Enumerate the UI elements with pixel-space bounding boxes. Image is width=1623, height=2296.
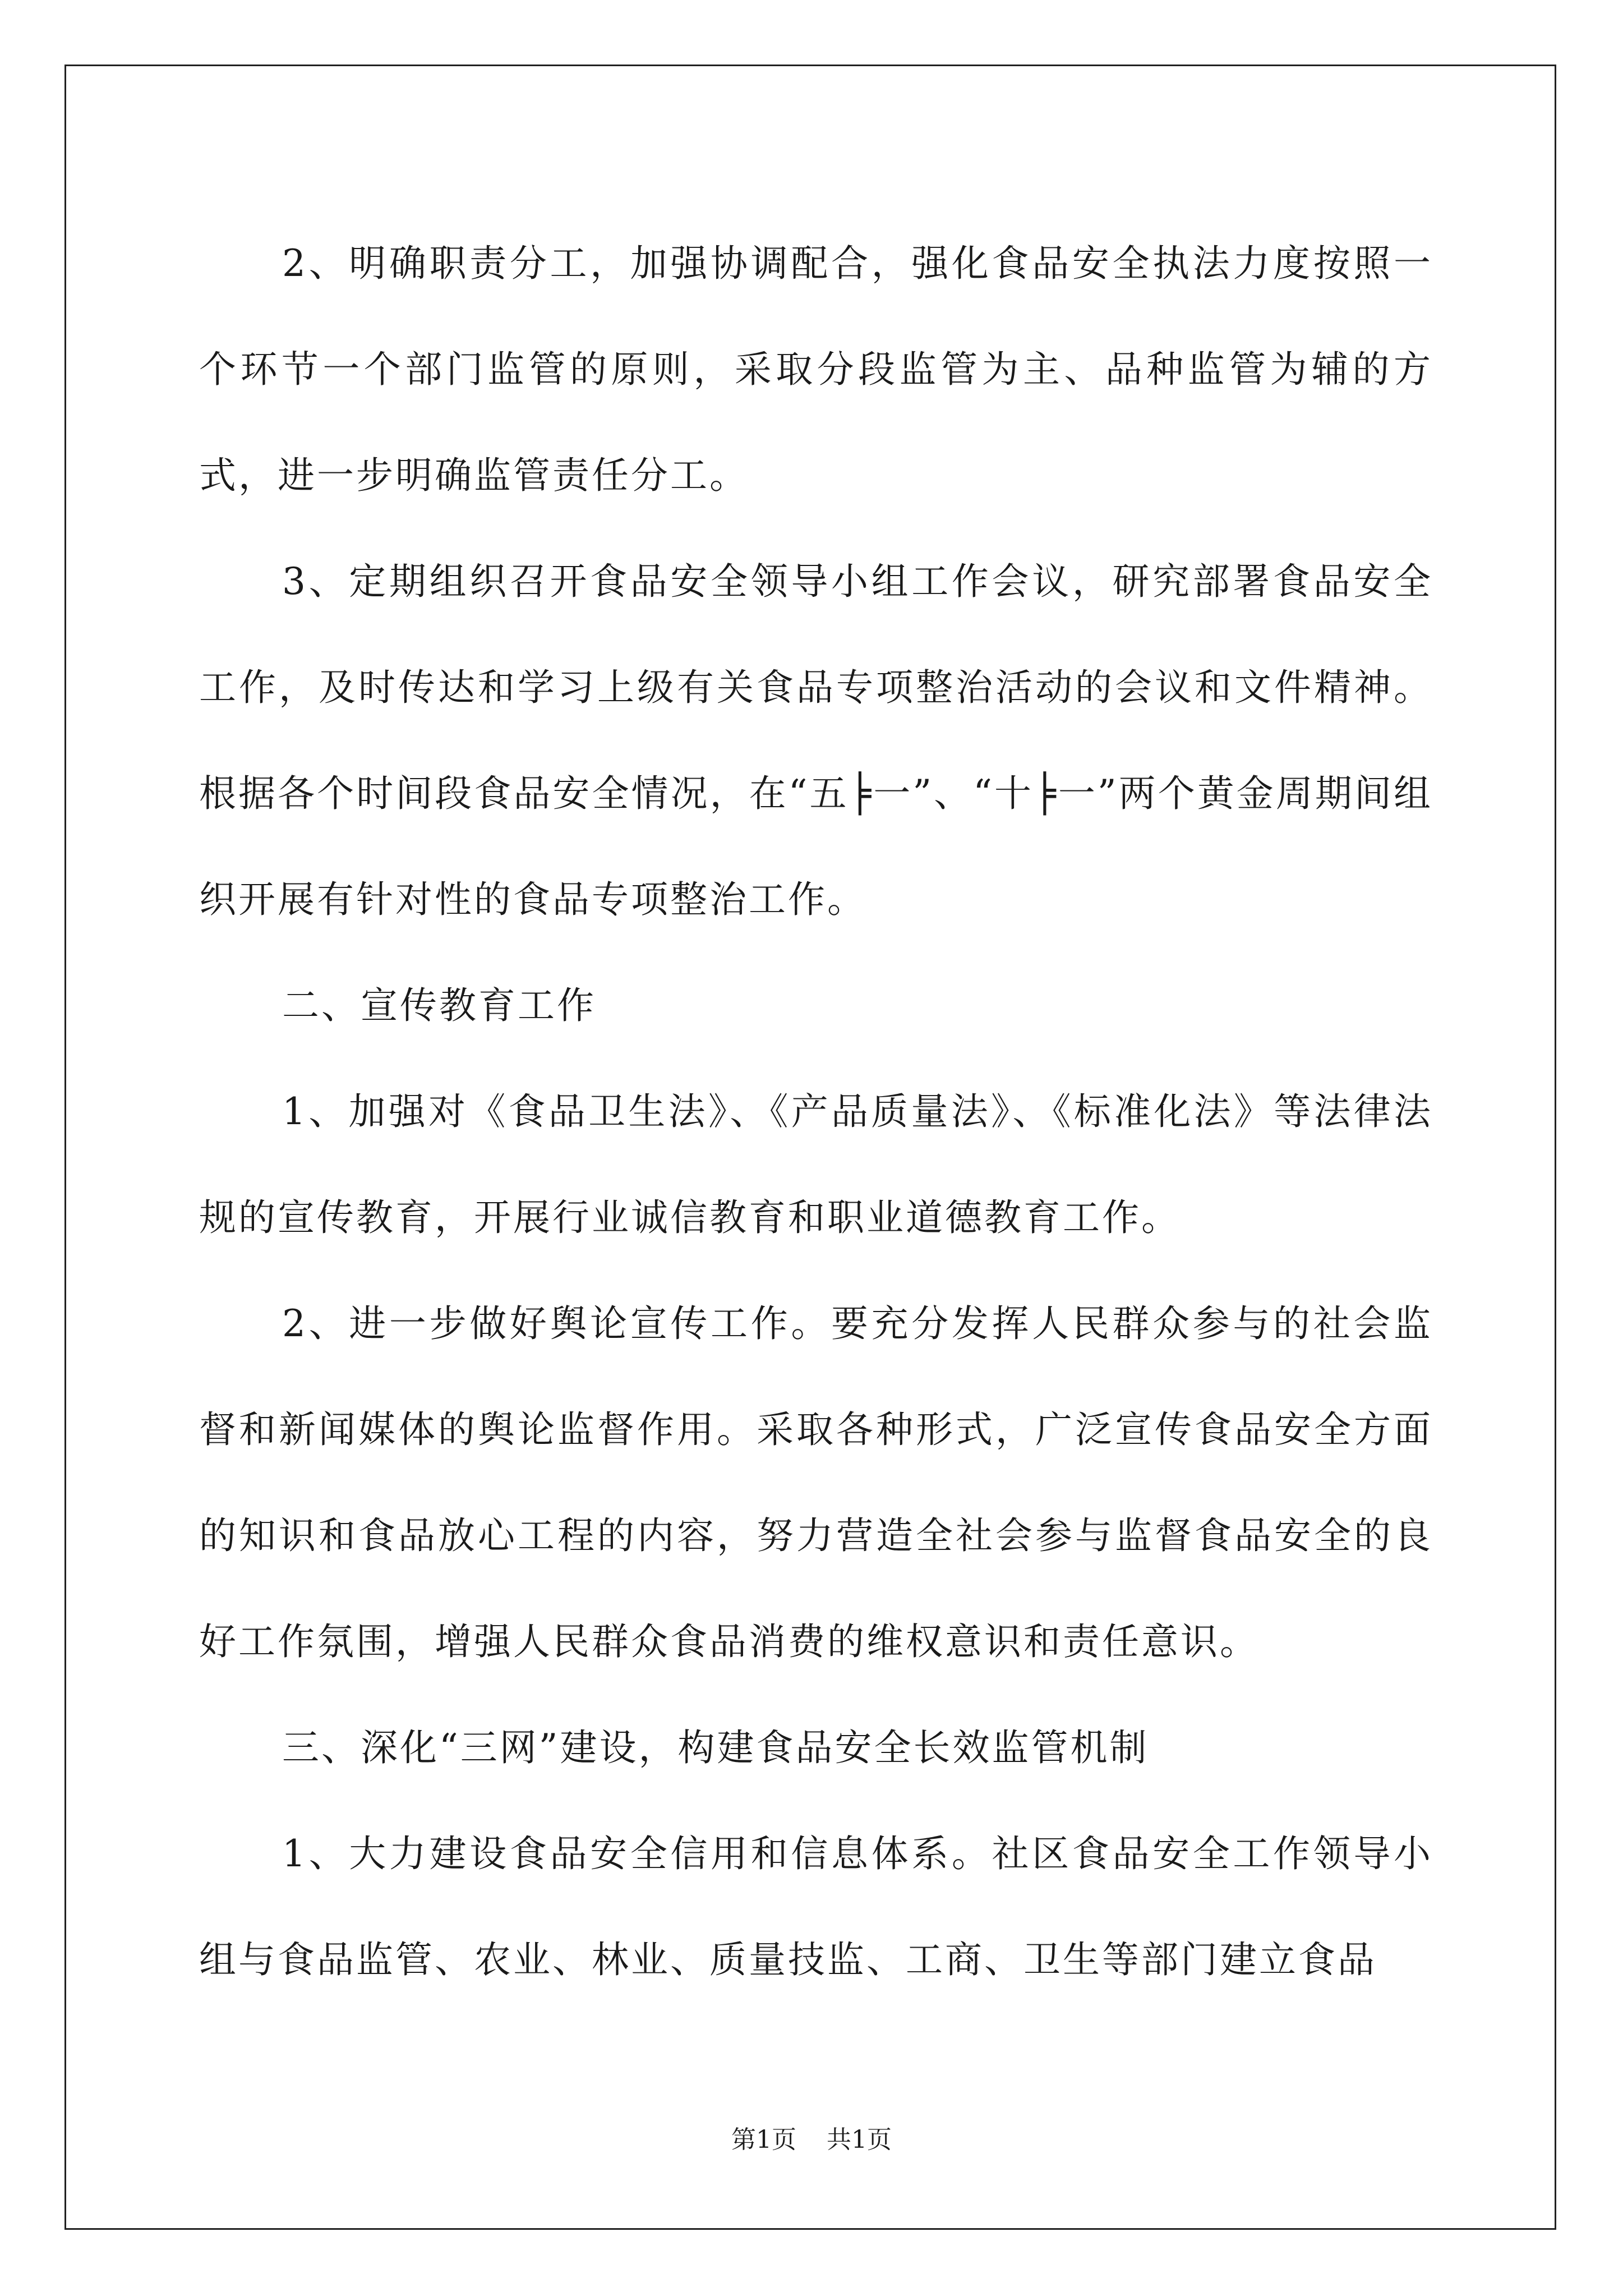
section-heading-three-networks: 三、深化“三网”建设，构建食品安全长效监管机制 bbox=[282, 1726, 1149, 1769]
paragraph-public-opinion: 2、进一步做好舆论宣传工作。要充分发挥人民群众参与的社会监督和新闻媒体的舆论监督作用。采取各种形式，广泛宣传食品安全方面的知识和食品放心工程的内容，努力营造全社会参与监督食品安全的良好工作氛围，增强人民群众食品消费的维权意识和责任意识。 bbox=[199, 1302, 1433, 1663]
section-heading-publicity: 二、宣传教育工作 bbox=[282, 984, 596, 1027]
paragraph-meetings: 3、定期组织召开食品安全领导小组工作会议，研究部署食品安全工作，及时传达和学习上级有关食品专项整治活动的会议和文件精神。根据各个时间段食品安全情况，在“五╞一”、“十╞一”两个黄金周期间组织开展有针对性的食品专项整治工作。 bbox=[199, 560, 1433, 921]
page-footer bbox=[0, 2119, 1623, 2155]
paragraph-law-education: 1、加强对《食品卫生法》、《产品质量法》、《标准化法》等法律法规的宣传教育，开展行业诚信教育和职业道德教育工作。 bbox=[199, 1090, 1433, 1239]
document-body bbox=[199, 210, 1433, 2013]
page-number: 第1页 bbox=[731, 2125, 796, 2154]
page-total: 共1页 bbox=[827, 2125, 892, 2154]
paragraph-duty-division: 2、明确职责分工，加强协调配合，强化食品安全执法力度按照一个环节一个部门监管的原则，采取分段监管为主、品种监管为辅的方式，进一步明确监管责任分工。 bbox=[199, 242, 1433, 497]
paragraph-credit-system: 1、大力建设食品安全信用和信息体系。社区食品安全工作领导小组与食品监管、农业、林业、质量技监、工商、卫生等部门建立食品 bbox=[199, 1832, 1433, 1981]
